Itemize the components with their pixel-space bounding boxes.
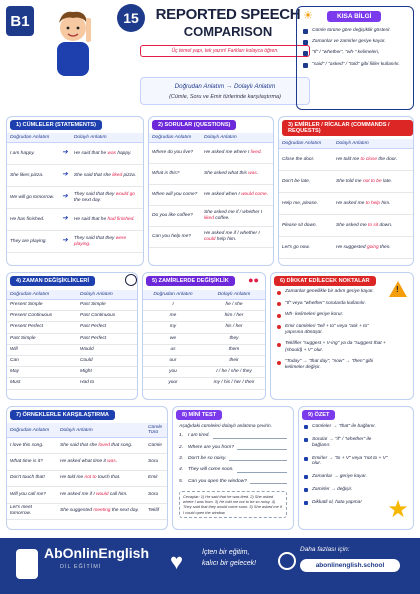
answer-line[interactable] [229,455,287,461]
note-item: Zamanlar genellikle bir adım geriye kayar. [277,289,387,295]
page-subtitle: COMPARISON [183,24,273,39]
section-title: 3) EMİRLER / RİCALAR (COMMANDS / REQUESTS) [282,120,413,136]
section-statements [6,116,144,266]
direct-cell: Can you help me? [149,227,201,248]
direct-cell: When will you come? [149,185,201,206]
direct-cell: Where do you live? [149,143,201,164]
col-header: Doğrudan Anlatım [279,139,333,149]
quick-info-title: KISA BİLGİ [327,11,381,22]
info-item: Zamanlar ve zamirler geriye kayar. [303,39,407,45]
arrow-icon: ➔ [59,165,71,187]
table-row [149,143,273,164]
direct-indirect-summary [140,77,310,105]
note-item: "Today" → "that day", "now" → "then" gibi kelimeler değişir. [277,359,387,371]
col-header: Dolaylı Anlatım [57,423,145,438]
website-link[interactable]: abonlinenglish.school [300,559,400,572]
more-info-label: Daha fazlası için: [300,546,350,553]
indirect-cell: They said that they were playing. [71,231,143,253]
section-title: 2) SORULAR (QUESTIONS) [152,120,236,130]
indirect-cell: He asked me where I lived. [201,143,273,164]
col-header: Doğrudan Anlatım [7,423,57,438]
heart-icon: ♥ [170,549,184,574]
arrow-icon: ➔ [59,143,71,165]
table-row: your my / his / her / their [143,378,265,389]
summary-item: Emirler → "to + V" veya "not to + V" olur. [304,456,389,468]
direct-cell: Please sit down. [279,215,333,237]
arrow-icon: ➔ [59,187,71,209]
indirect-cell: She said that she liked pizza. [71,165,143,187]
direct-cell: Close the door. [279,149,333,171]
answer-line[interactable] [237,444,287,450]
table-row: Present Perfect Past Perfect [7,322,137,333]
answer-line[interactable] [213,433,287,439]
note-item: Emir cümleleri "tell + to" veya "ask + to" yapısına dönüşür. [277,324,387,336]
section-pronoun-changes [142,272,266,400]
table-row: me him / her [143,311,265,322]
arrow-icon: ➔ [59,231,71,253]
col-header: Dolaylı Anlatım [201,133,273,143]
table-row [149,164,273,185]
section-mini-test [172,406,294,530]
indirect-cell: She asked me if / whether I liked coffee. [201,206,273,227]
col-header: Doğrudan Anlatım [143,290,203,300]
arrow-icon: ➔ [59,209,71,231]
brand-subtitle: DİL EĞİTİMİ [60,564,102,570]
brand-name[interactable]: AbOnlinEnglish [44,545,149,561]
table-row [279,237,413,259]
table-row [149,185,273,206]
table-row [279,193,413,215]
slogan: İçten bir eğitim, kalıcı bir gelecek! [202,549,257,567]
test-question: 2. Where are you from? [173,441,293,452]
section-tense-changes [6,272,138,400]
table-row: What time is it? He asked what time it was. Soru [7,454,167,470]
indirect-cell: He asked me if / whether I could help him. [201,227,273,248]
direct-cell: What is this? [149,164,201,185]
indirect-cell: They said that they would go the next day. [71,187,143,209]
section-key-points [270,272,414,400]
test-question: 4. They will come soon. [173,464,293,475]
info-item: "If" / "whether", "wh-" kelimeleri, [303,50,407,56]
star-mascot-icon: ★ [387,496,409,523]
table-row: Can Could [7,355,137,366]
answer-line[interactable] [237,467,287,473]
section-title: 6) DİKKAT EDİLECEK NOKTALAR [274,276,376,286]
lightbulb-icon: ☀ [303,10,313,22]
quick-info-box [296,6,414,110]
globe-icon [278,552,296,570]
table-row [149,206,273,227]
summary-item: Dikkatli ol, hata yapma! [304,500,389,506]
info-item: "said" / "asked" / "told" gibi fiiller kullanılır. [303,62,407,68]
brand-logo-icon [16,549,38,579]
col-header: Doğrudan Anlatım [149,133,201,143]
table-row: us them [143,344,265,355]
direct-cell: He has finished. [7,209,59,231]
table-row [279,171,413,193]
direct-cell: She likes pizza. [7,165,59,187]
tagline: Üç temel yapı, tek yazın! Farkları kolayca öğren. [140,45,310,57]
section-summary [298,406,414,530]
section-examples [6,406,168,530]
direct-cell: Let's go now. [279,237,333,259]
table-row: Present Simple Past Simple [7,300,137,311]
indirect-cell: He said that he was happy. [71,143,143,165]
indirect-cell: He asked me to help him. [333,193,413,215]
table-row: May Might [7,367,137,378]
test-instruction: Aşağıdaki cümleleri dolaylı anlatıma çevirin. [179,424,273,429]
summary-line-2: (Cümle, Soru ve Emir türlerinde karşılaştırma) [169,94,281,100]
section-title: 5) ZAMİRLERDE DEĞİŞİKLİK [146,276,235,286]
table-row: I he / she [143,300,265,311]
test-question: 1. I am tired. [173,430,293,441]
indirect-cell: She asked me to sit down. [333,215,413,237]
summary-item: Zamanlar → geriye kayar. [304,474,389,480]
note-item: Wh- kelimeleri geriye korur. [277,312,387,318]
page-title: REPORTED SPEECH [155,6,301,23]
indirect-cell: He said that he had finished. [71,209,143,231]
section-title: 9) ÖZET [302,410,335,420]
info-item: Cümle türüne göre değişiklik gösterir. [303,28,407,34]
table-row [279,215,413,237]
table-row [7,143,143,165]
table-row: I love this song. She said that she loved that song. Cümle [7,438,167,454]
col-header: Dolaylı Anlatım [77,290,137,300]
indirect-cell: He asked when I would come. [201,185,273,206]
section-title: 7) ÖRNEKLERLE KARŞILAŞTIRMA [10,410,115,420]
summary-item: Cümleler → "that" ile bağlanır. [304,424,389,430]
section-title: 8) MİNİ TEST [176,410,222,420]
table-row: Must Had to [7,378,137,389]
table-row: Let's meet tomorrow. She suggested meeting the next day. Teklif [7,503,167,519]
table-row [7,231,143,253]
answer-line[interactable] [250,478,287,484]
table-row: Will Would [7,344,137,355]
test-question: 3. Don't be so noisy. [173,453,293,464]
col-header: Dolaylı Anlatım [333,139,413,149]
summary-item: Sorular → "if" / "whether" ile bağlanır. [304,437,389,449]
direct-cell: I am happy. [7,143,59,165]
table-row: our their [143,355,265,366]
summary-item: Zamirler → değişir. [304,487,389,493]
boy-illustration-icon [42,6,104,78]
table-row: you I / he / she / they [143,367,265,378]
table-row [7,209,143,231]
direct-cell: We will go tomorrow. [7,187,59,209]
table-row [7,165,143,187]
table-row: Don't touch that! He told me not to touch that. Emir [7,470,167,486]
table-row [149,227,273,248]
section-title: 4) ZAMAN DEĞİŞİKLİKLERİ [10,276,95,286]
test-question: 5. Can you open the window? [173,476,293,487]
section-title: 1) CÜMLELER (STATEMENTS) [10,120,102,130]
indirect-cell: He told me to close the door. [333,149,413,171]
table-row: my his / her [143,322,265,333]
indirect-cell: She asked what this was. [201,164,273,185]
table-row: Past Simple Past Perfect [7,333,137,344]
table-row [279,149,413,171]
direct-cell: They are playing. [7,231,59,253]
col-header: Dolaylı Anlatım [203,290,265,300]
clock-icon [125,274,137,286]
table-row: Present Continuous Past Continuous [7,311,137,322]
answer-key: Cevaplar: 1) He said that he was tired. 2) She asked where I was from. 3) He told me not to be so noisy. 4) They said that they would come soon. 5) She asked me if I could open the window. [179,491,287,518]
indirect-cell: She told me not to be late. [333,171,413,193]
note-item: "If" veya "whether" sorularda kullanılır. [277,301,387,307]
col-header: Cümle Türü [145,423,167,438]
col-header: Dolaylı Anlatım [71,133,143,143]
table-row: we they [143,333,265,344]
table-row [7,187,143,209]
section-questions [148,116,274,266]
warning-icon: ! [389,281,407,297]
level-badge: B1 [6,6,34,36]
table-row: Will you call me? He asked me if I would call him. Soru [7,487,167,503]
direct-cell: Don't be late. [279,171,333,193]
lesson-number-badge: 15 [117,4,145,32]
indirect-cell: He suggested going then. [333,237,413,259]
people-icon: ●● [248,275,259,285]
summary-line-1: Doğrudan Anlatım → Dolaylı Anlatım [174,83,276,90]
direct-cell: Do you like coffee? [149,206,201,227]
direct-cell: Help me, please. [279,193,333,215]
col-header: Doğrudan Anlatım [7,290,77,300]
col-header: Doğrudan Anlatım [7,133,59,143]
section-commands [278,116,414,266]
note-item: Teklifler "suggest + V-ing" ya da "suggest that + (should) + V" olur. [277,341,387,353]
